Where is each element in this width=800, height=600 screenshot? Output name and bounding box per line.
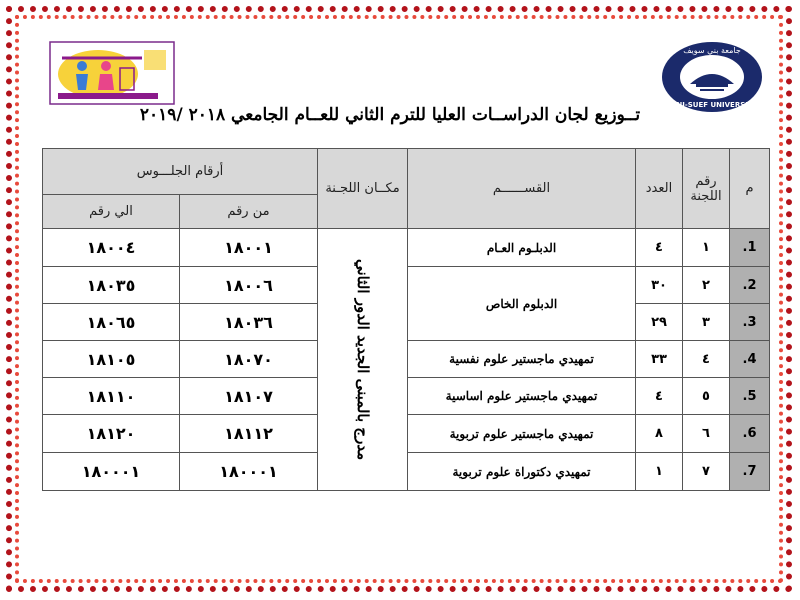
header-from: من رقم [180,195,318,229]
seat-to: ١٨٠٣٥ [43,267,180,304]
header-index: م [730,149,770,229]
seat-to: ١٨٠٦٥ [43,304,180,341]
row-index: .6 [730,415,770,453]
department-name: تمهيدي دكتوراة علوم تربوية [408,453,636,491]
row-index: .5 [730,378,770,415]
committee-number: ١ [683,229,730,267]
department-name: الدبلـوم العـام [408,229,636,267]
header-count: العدد [636,149,683,229]
row-index: .7 [730,453,770,491]
committee-number: ٦ [683,415,730,453]
row-index: .3 [730,304,770,341]
student-count: ٨ [636,415,683,453]
row-index: .1 [730,229,770,267]
seat-from: ١٨٠٠٠١ [180,453,318,491]
header-place: مكــان اللجـنة [318,149,408,229]
university-name-en: BENI-SUEF UNIVERSITY [666,101,758,109]
seat-from: ١٨١٠٧ [180,378,318,415]
header-department: القســــــم [408,149,636,229]
seat-to: ١٨٠٠٠١ [43,453,180,491]
seat-to: ١٨٠٠٤ [43,229,180,267]
department-name: الدبلوم الخاص [408,267,636,341]
university-logo [660,40,764,114]
header-seat-numbers: أرقام الجلـــوس [43,149,318,195]
committee-number: ٤ [683,341,730,378]
seat-from: ١٨١١٢ [180,415,318,453]
seat-to: ١٨١٢٠ [43,415,180,453]
student-count: ٣٠ [636,267,683,304]
department-name: تمهيدي ماجستير علوم اساسية [408,378,636,415]
committee-place: مدرج بالمبنى الجديد الدور الثاني [318,229,408,491]
committees-table [42,148,770,491]
page-title: تــوزيع لجان الدراســات العليا للترم الثاني للعــام الجامعي ٢٠١٨ /٢٠١٩ [139,105,641,125]
table-row [43,229,770,267]
university-name-ar: جامعة بني سويف [683,46,741,55]
student-count: ٤ [636,229,683,267]
student-count: ٣٣ [636,341,683,378]
row-index: .2 [730,267,770,304]
header-to: الي رقم [43,195,180,229]
student-count: ١ [636,453,683,491]
student-count: ٤ [636,378,683,415]
department-name: تمهيدي ماجستير علوم تربوية [408,415,636,453]
seat-to: ١٨١٠٥ [43,341,180,378]
department-name: تمهيدي ماجستير علوم نفسية [408,341,636,378]
seat-from: ١٨٠٣٦ [180,304,318,341]
committee-number: ٧ [683,453,730,491]
seat-from: ١٨٠٠١ [180,229,318,267]
committee-number: ٣ [683,304,730,341]
faculty-logo-icon [48,40,176,106]
row-index: .4 [730,341,770,378]
committee-number: ٢ [683,267,730,304]
seat-from: ١٨٠٠٦ [180,267,318,304]
seat-to: ١٨١١٠ [43,378,180,415]
committee-number: ٥ [683,378,730,415]
header-committee-no: رقم اللجنة [683,149,730,229]
student-count: ٢٩ [636,304,683,341]
seat-from: ١٨٠٧٠ [180,341,318,378]
